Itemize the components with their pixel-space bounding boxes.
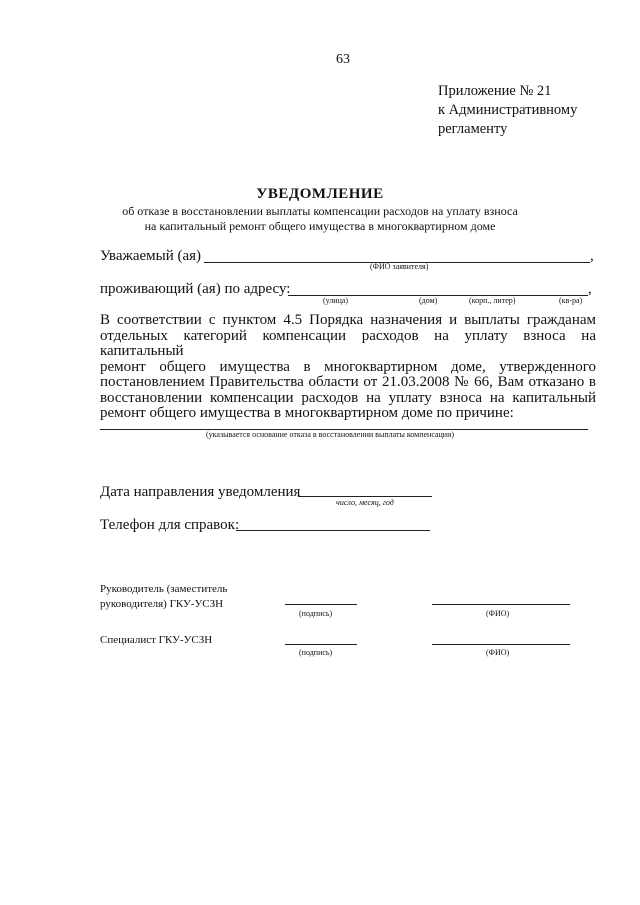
phone-field[interactable] xyxy=(236,530,430,531)
body-paragraph xyxy=(100,313,596,422)
address-building-caption: (корп., литер) xyxy=(469,296,516,305)
date-label: Дата направления уведомления xyxy=(100,484,301,500)
addressee-caption: (ФИО заявителя) xyxy=(370,262,429,271)
head-title-line-1: Руководитель (заместитель xyxy=(100,583,228,595)
phone-label: Телефон для справок: xyxy=(100,517,240,533)
body-line-6: ремонт общего имущества в многоквартирном доме по причине: xyxy=(100,405,514,421)
address-comma: , xyxy=(588,281,592,297)
address-label: проживающий (ая) по адресу: xyxy=(100,281,291,297)
specialist-signature-field[interactable] xyxy=(285,644,357,645)
addressee-comma: , xyxy=(590,248,594,264)
body-line-5: восстановлении компенсации расходов на уплату взноса на капитальный xyxy=(100,389,596,406)
document-title: УВЕДОМЛЕНИЕ xyxy=(256,186,384,202)
subtitle-line-1: об отказе в восстановлении выплаты компенсации расходов на уплату взноса xyxy=(122,204,518,218)
appendix-line-1: Приложение № 21 xyxy=(438,83,552,99)
specialist-label: Специалист ГКУ-УСЗН xyxy=(100,634,213,646)
head-title xyxy=(100,582,227,612)
subtitle-line-2: на капитальный ремонт общего имущества в многоквартирном доме xyxy=(144,219,496,233)
address-flat-caption: (кв-ра) xyxy=(559,296,583,305)
reason-caption: (указывается основание отказа в восстановлении выплаты компенсации) xyxy=(206,430,455,439)
head-name-field[interactable] xyxy=(432,604,570,605)
date-caption: число, месяц, год xyxy=(336,498,394,507)
head-signature-caption: (подпись) xyxy=(299,609,333,618)
appendix-block xyxy=(438,82,577,139)
date-field[interactable] xyxy=(298,496,432,497)
address-house-caption: (дом) xyxy=(419,296,438,305)
body-line-1: В соответствии с пунктом 4.5 Порядка назначения и выплаты гражданам xyxy=(100,312,596,328)
appendix-line-3: регламенту xyxy=(438,121,508,137)
head-title-line-2: руководителя) ГКУ-УСЗН xyxy=(100,598,224,610)
head-name-caption: (ФИО) xyxy=(486,609,510,618)
body-line-2: отдельных категорий компенсации расходов на уплату взноса на капитальный xyxy=(100,327,596,359)
specialist-signature-caption: (подпись) xyxy=(299,648,333,657)
specialist-name-caption: (ФИО) xyxy=(486,648,510,657)
page-number: 63 xyxy=(336,52,350,67)
addressee-label: Уважаемый (ая) xyxy=(100,248,202,264)
head-signature-field[interactable] xyxy=(285,604,357,605)
body-line-4: постановлением Правительства области от 21.03.2008 № 66, Вам отказано в xyxy=(100,374,596,390)
address-street-caption: (улица) xyxy=(323,296,349,305)
appendix-line-2: к Административному xyxy=(438,102,578,118)
body-line-3: ремонт общего имущества в многоквартирном доме, утвержденного xyxy=(100,358,596,375)
specialist-name-field[interactable] xyxy=(432,644,570,645)
